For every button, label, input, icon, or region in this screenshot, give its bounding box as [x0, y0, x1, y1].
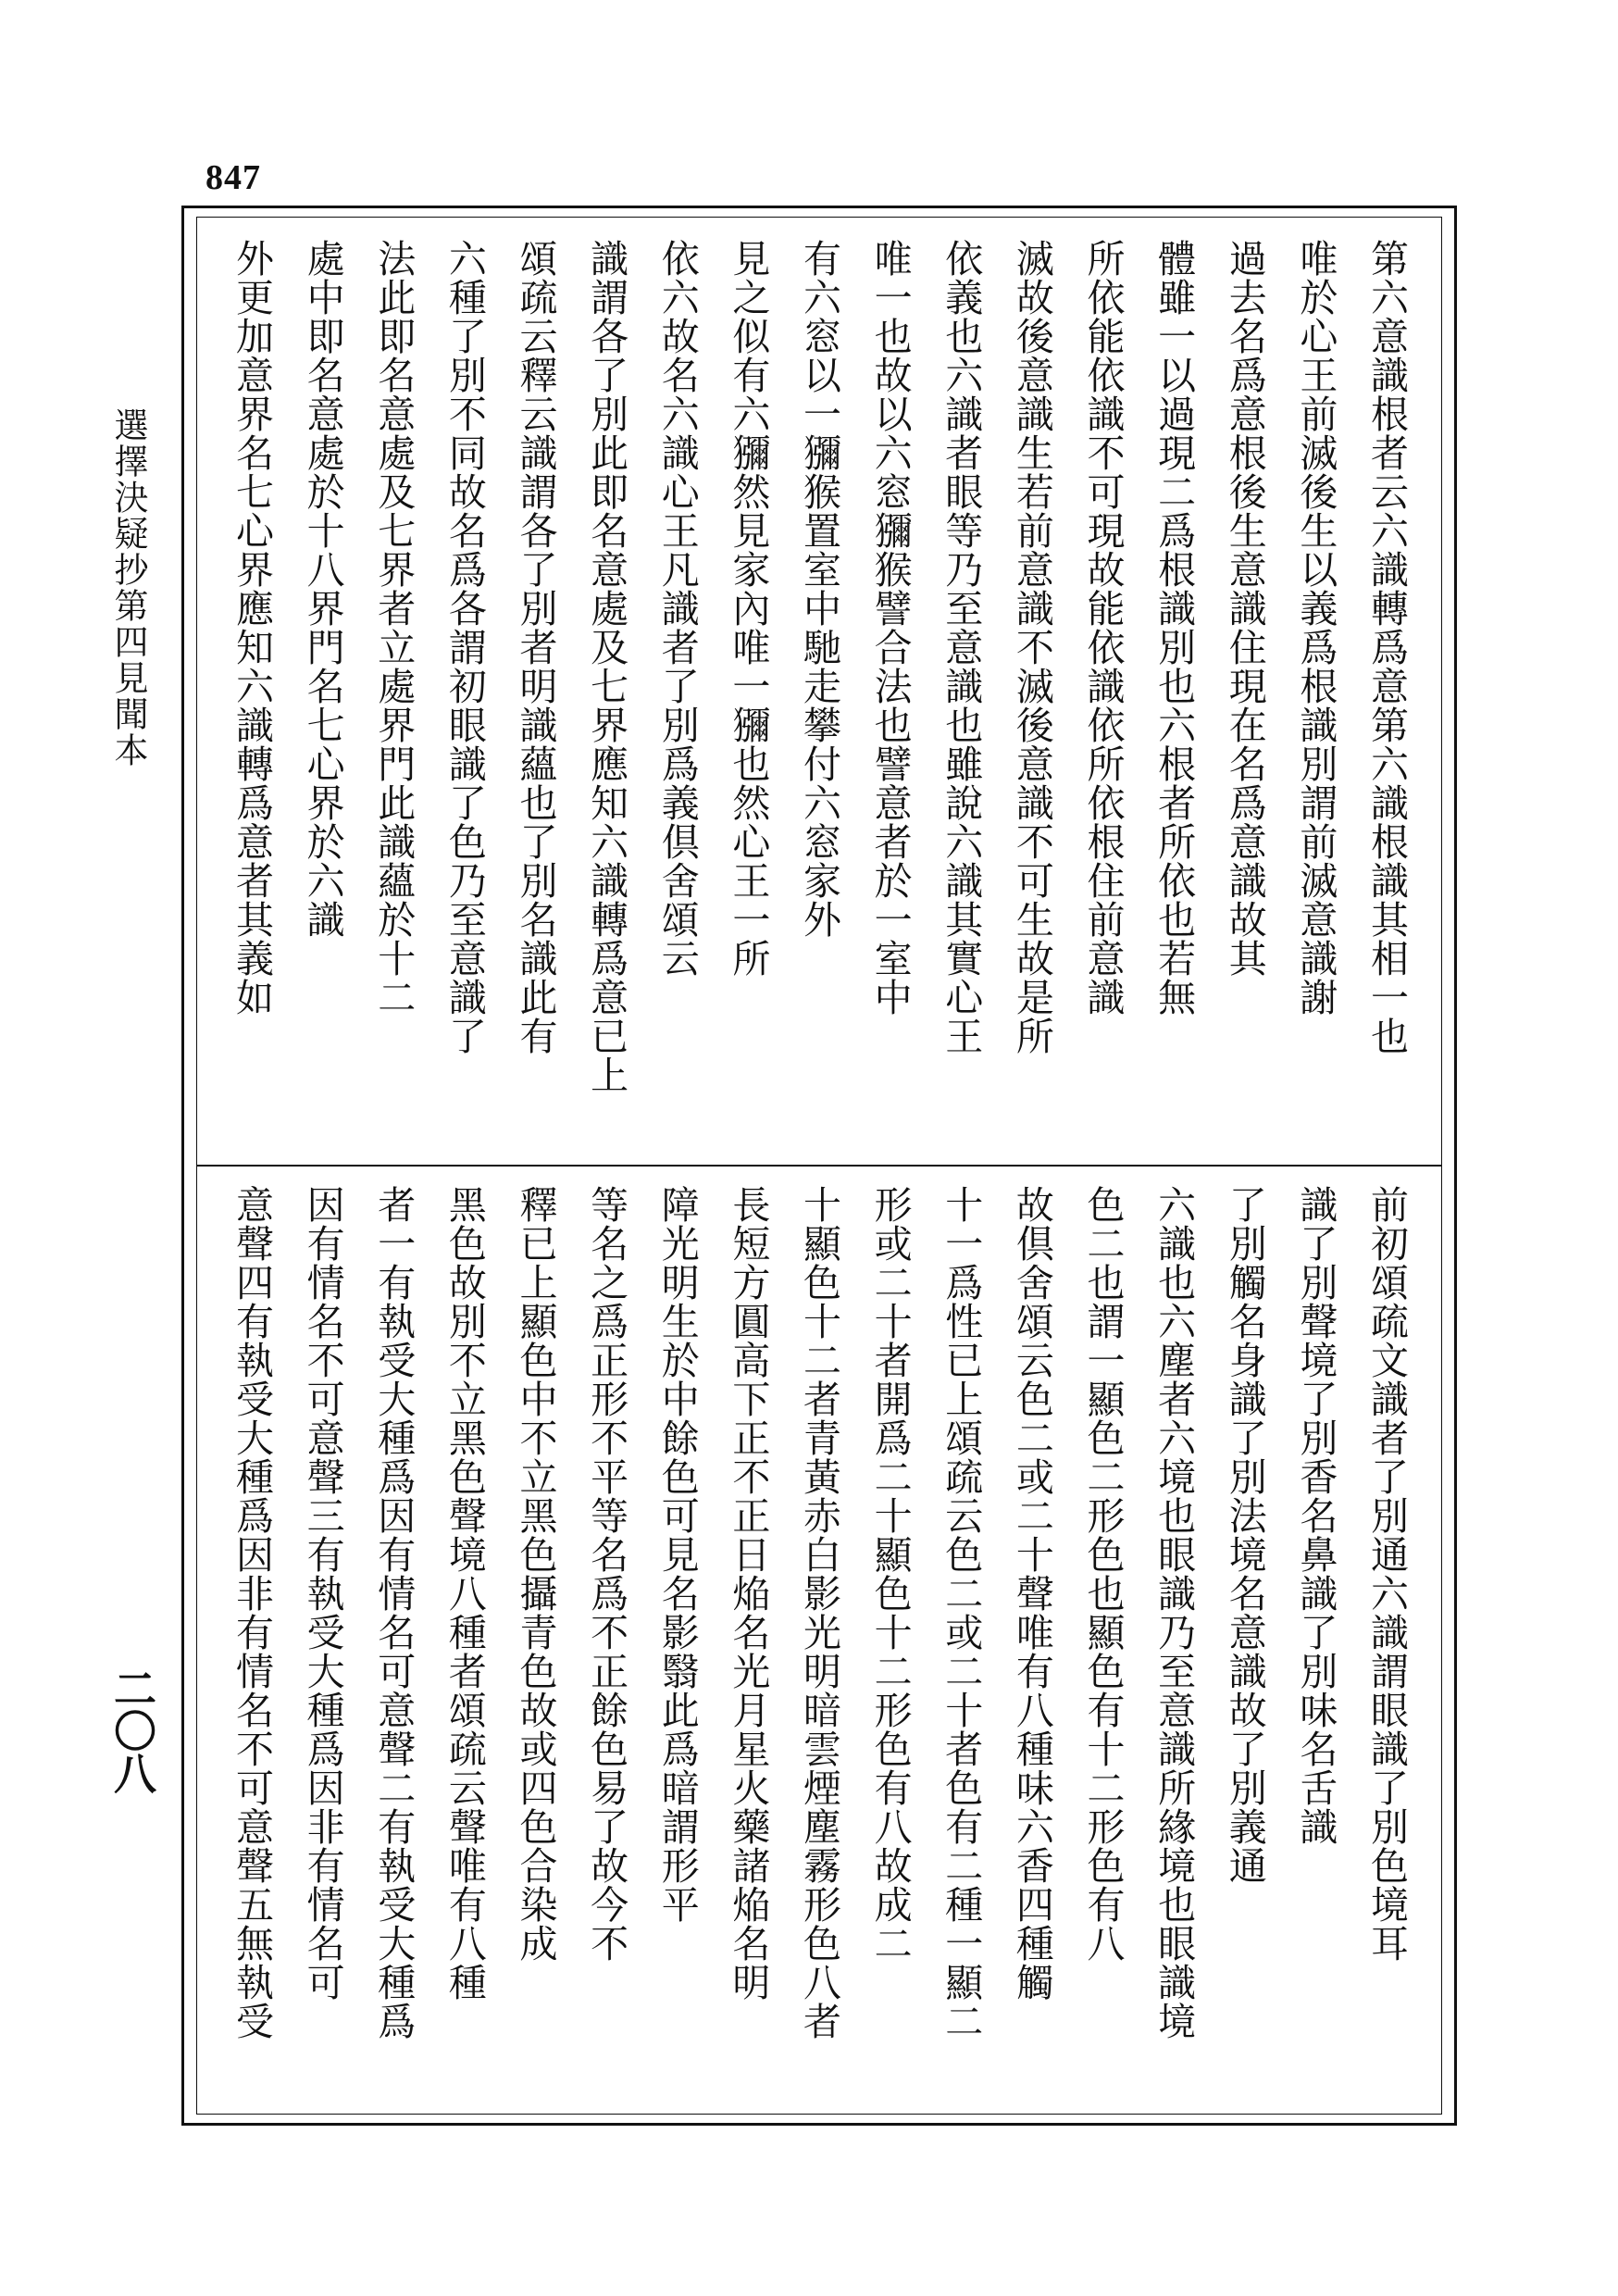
text-column: 依義也六識者眼等乃至意識也雖說六識其實心王 — [939, 239, 984, 1055]
text-column: 等名之爲正形不平等名爲不正餘色易了故今不 — [584, 1185, 629, 1963]
text-column: 過去名爲意根後生意識住現在名爲意識故其 — [1222, 239, 1267, 978]
text-column: 滅故後意識生若前意識不滅後意識不可生故是所 — [1009, 239, 1054, 1055]
text-column: 者一有執受大種爲因有情名可意聲二有執受大種爲 — [371, 1185, 417, 2040]
text-column: 所依能依識不可現故能依識依所依根住前意識 — [1080, 239, 1126, 1017]
text-column: 體雖一以過現二爲根識別也六根者所依也若無 — [1151, 239, 1197, 1017]
text-column: 六識也六塵者六境也眼識乃至意識所緣境也眼識境 — [1151, 1185, 1197, 2040]
lower-text-block — [218, 1185, 1420, 2092]
text-column: 識了別聲境了別香名鼻識了別味名舌識 — [1293, 1185, 1338, 1846]
text-column: 意聲四有執受大種爲因非有情名不可意聲五無執受 — [230, 1185, 274, 2040]
text-column: 六種了別不同故名爲各謂初眼識了色乃至意識了 — [442, 239, 487, 1055]
text-column: 十顯色十二者青黃赤白影光明暗雲煙塵霧形色八者 — [797, 1185, 841, 2040]
text-column: 釋已上顯色中不立黑色攝青色故或四色合染成 — [513, 1185, 558, 1963]
text-column: 長短方圓高下正不正日焔名光月星火藥諸焔名明 — [726, 1185, 771, 2002]
text-column: 處中即名意處於十八界門名七心界於六識 — [300, 239, 345, 939]
text-column: 了別觸名身識了別法境名意識故了別義通 — [1222, 1185, 1267, 1885]
running-title: 選擇決疑抄第四見聞本 — [108, 407, 148, 768]
text-column: 障光明生於中餘色可見名影翳此爲暗謂形平 — [654, 1185, 700, 1924]
text-column: 第六意識根者云六識轉爲意第六識根識其相一也 — [1364, 239, 1409, 1055]
text-column: 色二也謂一顯色二形色也顯色有十二形色有八 — [1080, 1185, 1126, 1963]
text-column: 唯於心王前滅後生以義爲根識別謂前滅意識謝 — [1293, 239, 1338, 1017]
upper-text-block — [218, 239, 1420, 1142]
text-column: 形或二十者開爲二十顯色十二形色有八故成二 — [867, 1185, 913, 1963]
page-number: 847 — [205, 158, 261, 197]
text-column: 識謂各了別此即名意處及七界應知六識轉爲意已上 — [584, 239, 629, 1094]
text-column: 外更加意界名七心界應知六識轉爲意者其義如 — [230, 239, 274, 1017]
text-column: 唯一也故以六窓獼猴譬合法也譬意者於一室中 — [867, 239, 913, 1017]
text-column: 依六故名六識心王凡識者了別爲義倶舍頌云 — [654, 239, 700, 978]
block-divider — [196, 1165, 1442, 1167]
folio-number: 二〇八 — [107, 1666, 157, 1794]
text-column: 頌疏云釋云識謂各了別者明識蘊也了別名識此有 — [513, 239, 558, 1055]
text-column: 前初頌疏文識者了別通六識謂眼識了別色境耳 — [1364, 1185, 1409, 1963]
text-column: 因有情名不可意聲三有執受大種爲因非有情名可 — [300, 1185, 345, 2002]
text-column: 黑色故別不立黑色聲境八種者頌疏云聲唯有八種 — [442, 1185, 487, 2002]
text-column: 十一爲性已上頌疏云色二或二十者色有二種一顯二 — [939, 1185, 984, 2040]
text-column: 有六窓以一獼猴置室中馳走攀付六窓家外 — [797, 239, 841, 939]
text-column: 故倶舍頌云色二或二十聲唯有八種味六香四種觸 — [1009, 1185, 1054, 2002]
text-column: 法此即名意處及七界者立處界門此識蘊於十二 — [371, 239, 417, 1017]
text-column: 見之似有六獼然見家內唯一獼也然心王一所 — [726, 239, 771, 978]
